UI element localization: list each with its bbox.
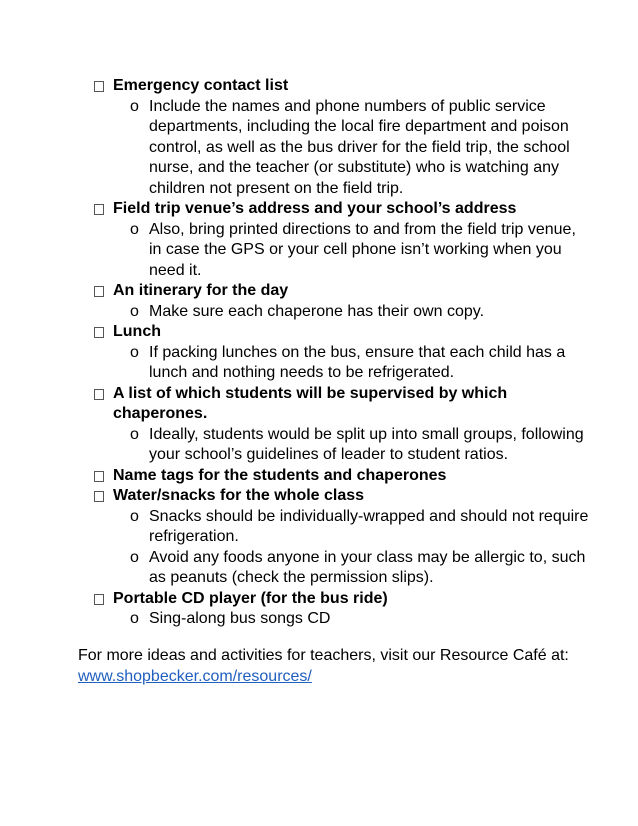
checkbox-icon	[94, 491, 104, 502]
circle-bullet-icon: o	[130, 343, 139, 361]
checklist-subitem	[92, 343, 592, 384]
checkbox-icon	[94, 204, 104, 215]
circle-bullet-icon: o	[130, 610, 139, 627]
subitem-text: If packing lunches on the bus, ensure that each child has a lunch and nothing needs to be refrigerated.	[149, 343, 566, 381]
checklist-heading: Name tags for the students and chaperones	[113, 466, 447, 484]
checklist-heading: Portable CD player (for the bus ride)	[113, 589, 388, 607]
subitem-text: Include the names and phone numbers of public service departments, including the local fire department and poison control, as well as the bus driver for the field trip, the school nurse, and the teacher (or substitute) who is watching any children not present on the field trip.	[149, 97, 570, 197]
checklist-heading: A list of which students will be supervised by which chaperones.	[113, 384, 508, 422]
checklist-subitem	[92, 97, 592, 200]
circle-bullet-icon: o	[130, 425, 139, 443]
checklist-item	[92, 384, 592, 425]
checklist-subitem	[92, 609, 592, 630]
footer	[78, 646, 598, 687]
subitem-text: Sing-along bus songs CD	[149, 610, 331, 627]
checklist-subitem	[92, 425, 592, 466]
subitem-text: Snacks should be individually-wrapped and should not require refrigeration.	[149, 507, 589, 545]
checklist-subitem	[92, 507, 592, 548]
subitem-text: Make sure each chaperone has their own copy.	[149, 302, 485, 320]
checkbox-icon	[94, 471, 104, 482]
checkbox-icon	[94, 327, 104, 338]
checklist	[92, 76, 592, 630]
subitem-text: Ideally, students would be split up into small groups, following your school’s guidelines of leader to student ratios.	[149, 425, 584, 463]
checklist-subitem	[92, 302, 592, 323]
checklist-heading: Emergency contact list	[113, 77, 289, 94]
checklist-subitem	[92, 220, 592, 282]
circle-bullet-icon: o	[130, 302, 139, 320]
checkbox-icon	[94, 389, 104, 400]
checklist-item	[92, 322, 592, 343]
checkbox-icon	[94, 286, 104, 297]
circle-bullet-icon: o	[130, 97, 139, 115]
checklist-item	[92, 199, 592, 220]
checklist-item	[92, 466, 592, 487]
circle-bullet-icon: o	[130, 220, 139, 238]
circle-bullet-icon: o	[130, 548, 139, 566]
checklist-item	[92, 486, 592, 507]
resource-link[interactable]: www.shopbecker.com/resources/	[78, 667, 312, 685]
checklist-heading: An itinerary for the day	[113, 282, 289, 299]
checklist-heading: Lunch	[113, 323, 161, 340]
subitem-text: Also, bring printed directions to and from the field trip venue, in case the GPS or your cell phone isn’t working when you need it.	[149, 220, 576, 279]
checkbox-icon	[94, 594, 104, 605]
checklist-heading: Field trip venue’s address and your school’s address	[113, 200, 517, 217]
checklist-item	[92, 589, 592, 610]
circle-bullet-icon: o	[130, 507, 139, 525]
footer-text: For more ideas and activities for teachers, visit our Resource Café at:	[78, 647, 569, 664]
checklist-heading: Water/snacks for the whole class	[113, 487, 365, 504]
checklist-subitem	[92, 548, 592, 589]
subitem-text: Avoid any foods anyone in your class may be allergic to, such as peanuts (check the permission slips).	[149, 548, 586, 586]
checklist-item	[92, 281, 592, 302]
checkbox-icon	[94, 81, 104, 92]
checklist-item	[92, 76, 592, 97]
